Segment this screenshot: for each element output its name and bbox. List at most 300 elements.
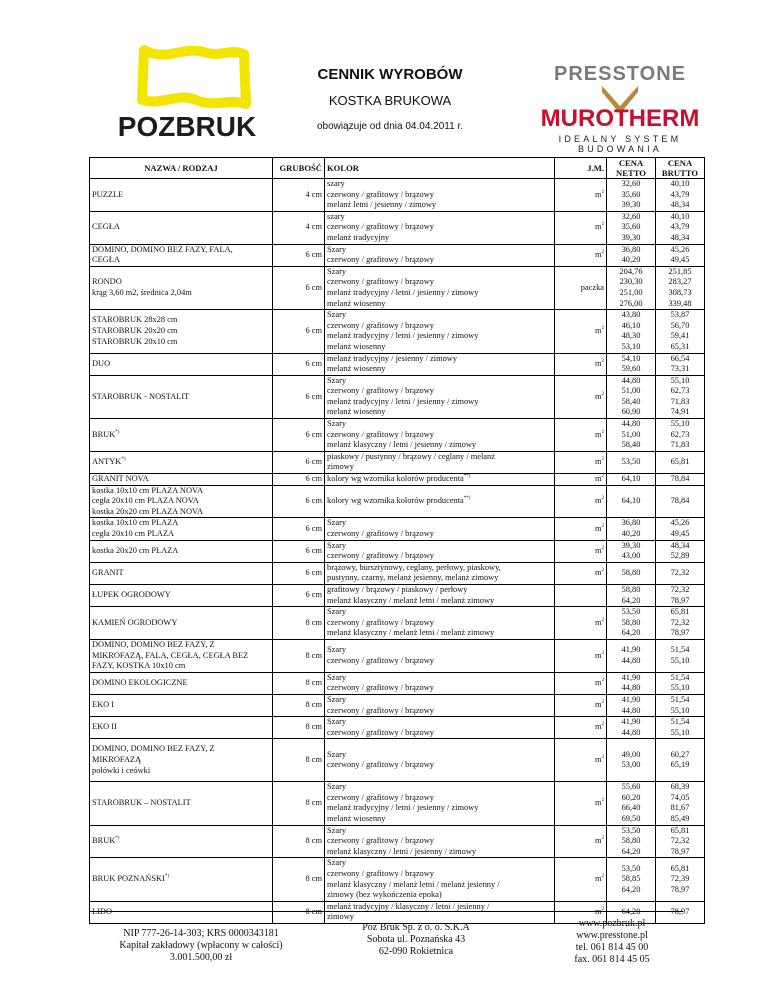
product-name-text: DOMINO EKOLOGICZNE <box>92 678 188 688</box>
product-unit-superscript: 2 <box>601 798 604 804</box>
product-thickness-text: 8 cm <box>305 700 322 710</box>
product-unit <box>555 858 607 901</box>
table-row <box>90 717 705 739</box>
product-color-text: Szary czerwony / grafitowy / brązowy <box>327 518 434 538</box>
product-color-superscript: **) <box>463 474 471 480</box>
product-color-text: melanż tradycyjny / klasyczny / letni / jesienny / zimowy <box>327 901 490 922</box>
pozbruk-logo-mark <box>96 42 278 152</box>
product-unit-text: m <box>594 496 602 506</box>
price-gross <box>656 211 705 244</box>
product-thickness <box>273 825 325 858</box>
product-unit <box>555 717 607 739</box>
product-thickness <box>273 607 325 640</box>
product-thickness-text: 8 cm <box>305 754 322 764</box>
price-net <box>607 518 656 540</box>
product-color-text: Szary czerwony / grafitowy / brązowy <box>327 244 434 265</box>
product-name-text: BRUK <box>92 836 116 846</box>
product-name-text: DOMINO, DOMINO BEZ FAZY, Z MIKROFAZĄ połówki i ceówki <box>92 744 215 775</box>
product-name <box>90 739 273 782</box>
product-thickness <box>273 739 325 782</box>
product-thickness-text: 6 cm <box>305 474 322 484</box>
price-net <box>607 825 656 858</box>
product-color-text: Szary czerwony / grafitowy / brązowy <box>327 717 434 737</box>
product-color-text: szary czerwony / grafitowy / brązowy melanż letni / jesienny / zimowy <box>327 179 437 210</box>
price-net <box>607 639 656 672</box>
product-name <box>90 485 273 518</box>
product-color <box>325 451 555 473</box>
product-color <box>325 584 555 606</box>
product-color-text: kolory wg wzornika kolorów producenta <box>327 496 464 506</box>
product-name <box>90 518 273 540</box>
price-gross <box>656 782 705 825</box>
footer-divider <box>89 911 683 912</box>
product-name-text: BRUK <box>92 429 116 439</box>
product-unit <box>555 518 607 540</box>
product-unit <box>555 375 607 418</box>
table-row <box>90 540 705 562</box>
price-net-text: 54,10 59,60 <box>621 353 641 374</box>
product-unit <box>555 584 607 606</box>
product-name-text: DUO <box>92 358 111 368</box>
price-net <box>607 353 656 375</box>
price-net <box>607 717 656 739</box>
product-unit-text: m <box>594 474 602 484</box>
price-gross <box>656 518 705 540</box>
product-thickness-text: 6 cm <box>305 282 322 292</box>
product-thickness-text: 8 cm <box>305 678 322 688</box>
price-net-text: 204,76 230,30 251,00 276,00 <box>619 266 643 308</box>
product-thickness <box>273 375 325 418</box>
price-net <box>607 474 656 486</box>
presstone-wordmark: PRESSTONE <box>554 63 686 85</box>
price-net-text: 64,20 <box>621 907 641 917</box>
price-gross-text: 45,26 49,45 <box>670 244 690 265</box>
product-thickness-text: 6 cm <box>305 429 322 439</box>
table-row <box>90 739 705 782</box>
product-unit <box>555 353 607 375</box>
product-name <box>90 562 273 584</box>
product-color <box>325 518 555 540</box>
product-color-text: Szary czerwony / grafitowy / brązowy melanż klasyczny / melanż letni / melanż jesienny / zimowy (bez wykończenia epoka) <box>327 858 500 900</box>
product-color <box>325 607 555 640</box>
price-gross <box>656 451 705 473</box>
product-unit-superscript: 2 <box>601 874 604 880</box>
price-gross <box>656 353 705 375</box>
product-unit <box>555 540 607 562</box>
price-gross <box>656 419 705 452</box>
product-thickness-text: 8 cm <box>305 617 322 627</box>
price-net <box>607 584 656 606</box>
price-net-text: 58,80 64,20 <box>621 584 641 605</box>
product-thickness <box>273 419 325 452</box>
product-color <box>325 179 555 212</box>
product-unit-text: m <box>594 358 602 368</box>
price-gross-text: 53,87 56,70 59,41 65,31 <box>670 310 690 351</box>
product-name-text: kostka 10x10 cm PLAZA cegła 20x10 cm PLAZA <box>92 518 179 538</box>
product-unit-superscript: 2 <box>601 429 604 435</box>
product-color-text: Szary czerwony / grafitowy / brązowy melanż tradycyjny / letni / jesienny / zimowy melanż wiosenny <box>327 310 479 351</box>
presstone-murotherm-logo <box>520 60 720 158</box>
product-unit <box>555 179 607 212</box>
price-net-text: 43,80 46,10 48,30 53,10 <box>621 310 641 351</box>
product-unit-text: m <box>594 545 602 555</box>
product-thickness-text: 6 cm <box>305 358 322 368</box>
product-thickness <box>273 451 325 473</box>
product-thickness-text: 6 cm <box>305 496 322 506</box>
price-gross <box>656 639 705 672</box>
product-thickness <box>273 639 325 672</box>
price-net <box>607 672 656 694</box>
product-unit-superscript: 2 <box>601 617 604 623</box>
table-row <box>90 782 705 825</box>
product-unit <box>555 419 607 452</box>
price-gross <box>656 607 705 640</box>
table-row <box>90 694 705 716</box>
product-thickness <box>273 266 325 309</box>
product-unit <box>555 562 607 584</box>
product-unit-text: paczka <box>580 282 604 292</box>
product-unit-superscript: 2 <box>601 545 604 551</box>
product-color-superscript: **) <box>463 496 471 502</box>
product-name-text: DOMINO, DOMINO BEZ FAZY, Z MIKROFAZĄ, FALA, CEGŁA, CEGŁA BEZ FAZY, KOSTKA 10x10 cm <box>92 639 249 671</box>
product-unit-superscript: 2 <box>601 222 604 228</box>
product-unit-superscript: 2 <box>601 189 604 195</box>
murotherm-tagline: IDEALNY SYSTEM BUDOWANIA <box>558 134 682 154</box>
table-row <box>90 474 705 486</box>
product-unit-superscript: 2 <box>601 722 604 728</box>
price-net <box>607 310 656 353</box>
product-thickness <box>273 244 325 266</box>
product-thickness <box>273 310 325 353</box>
col-header-name: NAZWA / RODZAJ <box>90 158 273 179</box>
product-name <box>90 310 273 353</box>
product-name <box>90 858 273 901</box>
table-row <box>90 672 705 694</box>
price-gross <box>656 717 705 739</box>
product-color <box>325 825 555 858</box>
price-net-text: 41,90 44,80 <box>621 717 641 737</box>
product-color-text: Szary czerwony / grafitowy / brązowy melanż klasyczny / melanż letni / melanż zimowy <box>327 607 495 638</box>
product-thickness <box>273 179 325 212</box>
price-net <box>607 485 656 518</box>
product-unit-text: m <box>594 798 602 808</box>
product-color <box>325 375 555 418</box>
product-unit <box>555 739 607 782</box>
product-thickness-text: 8 cm <box>305 722 322 732</box>
price-gross-text: 68,39 74,05 81,67 85,49 <box>670 782 690 824</box>
product-thickness <box>273 672 325 694</box>
product-color <box>325 562 555 584</box>
product-thickness-text: 6 cm <box>305 249 322 259</box>
product-unit-superscript: 2 <box>601 496 604 502</box>
price-gross <box>656 485 705 518</box>
col-header-net: CENA NETTO <box>607 158 656 179</box>
product-color <box>325 474 555 486</box>
table-row <box>90 353 705 375</box>
product-name <box>90 717 273 739</box>
product-name <box>90 211 273 244</box>
price-gross-text: 66,54 73,31 <box>670 353 690 374</box>
page-title: CENNIK WYROBÓW <box>317 66 463 83</box>
product-thickness-text: 6 cm <box>305 391 322 401</box>
product-name-text: CEGŁA <box>92 222 120 232</box>
product-unit-text: m <box>594 700 602 710</box>
table-row <box>90 244 705 266</box>
product-unit <box>555 451 607 473</box>
price-gross-text: 72,32 78,97 <box>670 584 690 605</box>
product-unit-text: m <box>594 457 602 467</box>
product-unit-superscript: 2 <box>601 457 604 463</box>
product-thickness-text: 8 cm <box>305 874 322 884</box>
table-row <box>90 485 705 518</box>
product-color <box>325 419 555 452</box>
product-name-text: STAROBRUK – NOSTALIT <box>92 798 191 808</box>
product-thickness <box>273 540 325 562</box>
product-unit <box>555 694 607 716</box>
product-unit <box>555 211 607 244</box>
product-thickness-text: 8 cm <box>305 907 322 917</box>
product-thickness-text: 6 cm <box>305 545 322 555</box>
table-row <box>90 518 705 540</box>
col-header-unit: J.M. <box>555 158 607 179</box>
table-row <box>90 825 705 858</box>
product-unit-superscript: 2 <box>601 836 604 842</box>
product-color <box>325 485 555 518</box>
price-gross-text: 51,54 55,10 <box>670 672 690 693</box>
product-thickness <box>273 901 325 923</box>
price-gross-text: 65,81 72,32 78,97 <box>670 825 690 856</box>
product-unit-text: m <box>594 249 602 259</box>
product-thickness <box>273 485 325 518</box>
price-net-text: 53,50 58,80 64,20 <box>621 825 641 856</box>
price-net <box>607 739 656 782</box>
product-name <box>90 607 273 640</box>
price-net <box>607 179 656 212</box>
product-name-text: ŁUPEK OGRODOWY <box>92 590 171 600</box>
product-unit <box>555 825 607 858</box>
product-name <box>90 266 273 309</box>
price-gross-text: 55,10 62,73 71,83 74,91 <box>670 375 690 417</box>
product-color <box>325 717 555 739</box>
product-color <box>325 310 555 353</box>
product-name-superscript: *) <box>115 429 120 435</box>
product-unit <box>555 266 607 309</box>
presstone-murotherm-mark <box>520 60 720 130</box>
price-net-text: 55,60 60,20 66,40 69,50 <box>621 782 641 824</box>
product-unit <box>555 474 607 486</box>
product-color <box>325 739 555 782</box>
product-unit-superscript: 2 <box>601 391 604 397</box>
product-name <box>90 419 273 452</box>
product-name-text: EKO II <box>92 722 117 732</box>
table-row <box>90 419 705 452</box>
price-net-text: 41,90 44,80 <box>621 694 641 715</box>
product-name <box>90 353 273 375</box>
product-name <box>90 179 273 212</box>
product-name <box>90 451 273 473</box>
price-net <box>607 694 656 716</box>
product-color-text: Szary czerwony / grafitowy / brązowy melanż tradycyjny / letni / jesienny / zimowy melanż wiosenny <box>327 375 479 417</box>
price-gross <box>656 310 705 353</box>
product-unit-text: m <box>594 754 602 764</box>
table-row <box>90 562 705 584</box>
product-color <box>325 782 555 825</box>
price-net <box>607 858 656 901</box>
product-color <box>325 694 555 716</box>
product-color <box>325 353 555 375</box>
product-name-superscript: *) <box>164 874 169 880</box>
product-name-text: KAMIEŃ OGRODOWY <box>92 617 178 627</box>
product-color <box>325 211 555 244</box>
price-net-text: 53,50 58,80 64,20 <box>621 607 641 638</box>
price-gross <box>656 244 705 266</box>
product-unit-superscript: 2 <box>601 474 604 480</box>
product-name <box>90 474 273 486</box>
product-name <box>90 375 273 418</box>
product-unit-text: m <box>594 907 602 917</box>
price-gross-text: 40,10 43,79 48,34 <box>670 179 690 210</box>
product-unit-text: m <box>594 189 602 199</box>
col-header-thickness: GRUBOŚĆ <box>273 158 325 179</box>
price-net <box>607 562 656 584</box>
product-unit <box>555 782 607 825</box>
product-unit-text: m <box>594 429 602 439</box>
product-unit-text: m <box>594 836 602 846</box>
product-unit-text: m <box>594 391 602 401</box>
product-thickness <box>273 584 325 606</box>
product-color-text: Szary czerwony / grafitowy / brązowy <box>327 540 434 561</box>
product-unit-superscript: 2 <box>601 358 604 364</box>
product-name-text: DOMINO, DOMINO BEZ FAZY, FALA, CEGŁA <box>92 244 233 265</box>
product-unit-superscript: 2 <box>601 249 604 255</box>
product-color <box>325 901 555 923</box>
price-gross-text: 78,97 <box>670 907 690 917</box>
price-gross <box>656 540 705 562</box>
pozbruk-logo <box>96 42 278 152</box>
product-thickness <box>273 211 325 244</box>
price-net-text: 58,80 <box>621 568 641 578</box>
price-gross-text: 78,84 <box>670 496 690 506</box>
product-unit <box>555 672 607 694</box>
product-color-text: Szary czerwony / grafitowy / brązowy <box>327 645 434 665</box>
price-net-text: 41,90 44,80 <box>621 645 641 665</box>
price-gross-text: 51,54 55,10 <box>670 694 690 715</box>
product-unit-text: m <box>594 326 602 336</box>
price-gross-text: 251,85 283,27 308,73 339,48 <box>668 266 692 308</box>
product-unit-superscript: 2 <box>601 568 604 574</box>
price-net-text: 53,50 <box>621 457 641 467</box>
product-color-text: melanż tradycyjny / jesienny / zimowy melanż wiosenny <box>327 353 458 374</box>
product-color-text: piaskowy / pustynny / brązowy / ceglany / melanż zimowy <box>327 451 495 472</box>
product-color-text: Szary czerwony / grafitowy / brązowy melanż tradycyjny / letni / jesienny / zimowy melanż wiosenny <box>327 266 479 308</box>
table-row <box>90 310 705 353</box>
col-header-gross: CENA BRUTTO <box>656 158 705 179</box>
product-name-text: kostka 20x20 cm PLAZA <box>92 545 179 555</box>
price-gross-text: 45,26 49,45 <box>670 518 690 538</box>
product-unit-superscript: 2 <box>601 523 604 529</box>
product-unit-superscript: 2 <box>601 907 604 913</box>
product-unit-superscript: 2 <box>601 650 604 656</box>
footer-company-ids: NIP 777-26-14-303; KRS 0000343181 Kapitał zakładowy (wpłacony w całości) 3.001.500,00 zł <box>119 928 283 963</box>
product-thickness-text: 4 cm <box>305 222 322 232</box>
product-name-text: STAROBRUK 28x28 cm STAROBRUK 20x20 cm STAROBRUK 20x10 cm <box>92 315 178 346</box>
product-name-text: kostka 10x10 cm PLAZA NOVA cegła 20x10 cm PLAZA NOVA kostka 20x20 cm PLAZA NOVA <box>92 485 204 516</box>
price-net <box>607 540 656 562</box>
price-gross-text: 65,81 72,39 78,97 <box>670 863 690 894</box>
price-net <box>607 266 656 309</box>
product-name <box>90 639 273 672</box>
product-name <box>90 825 273 858</box>
product-color-text: Szary czerwony / grafitowy / brązowy melanż klasyczny / letni / jesienny / zimowy <box>327 419 477 450</box>
product-color <box>325 540 555 562</box>
product-color-text: Szary czerwony / grafitowy / brązowy <box>327 672 434 693</box>
product-unit-superscript: 2 <box>601 326 604 332</box>
product-name <box>90 782 273 825</box>
price-net-text: 64,10 <box>621 474 641 484</box>
product-color <box>325 266 555 309</box>
table-header-row <box>90 158 705 179</box>
price-net-text: 36,80 40,20 <box>621 518 641 538</box>
table-row <box>90 639 705 672</box>
product-thickness-text: 8 cm <box>305 798 322 808</box>
product-name <box>90 244 273 266</box>
price-net-text: 49,00 53,00 <box>621 749 641 770</box>
product-name-text: BRUK POZNAŃSKI <box>92 874 165 884</box>
price-net-text: 36,80 40,20 <box>621 244 641 265</box>
price-gross <box>656 266 705 309</box>
product-unit <box>555 607 607 640</box>
price-net <box>607 419 656 452</box>
price-gross <box>656 584 705 606</box>
product-unit-text: m <box>594 722 602 732</box>
product-thickness-text: 6 cm <box>305 590 322 600</box>
product-name <box>90 694 273 716</box>
product-unit <box>555 310 607 353</box>
product-thickness <box>273 474 325 486</box>
price-net-text: 64,10 <box>621 496 641 506</box>
price-gross <box>656 825 705 858</box>
product-color-text: Szary czerwony / grafitowy / brązowy <box>327 749 434 770</box>
price-net <box>607 211 656 244</box>
price-gross <box>656 179 705 212</box>
product-thickness-text: 6 cm <box>305 523 322 533</box>
price-gross <box>656 694 705 716</box>
price-gross <box>656 375 705 418</box>
price-gross-text: 65,81 72,32 78,97 <box>670 607 690 638</box>
product-color-text: kolory wg wzornika kolorów producenta <box>327 474 464 484</box>
product-unit-text: m <box>594 222 602 232</box>
price-net-text: 39,30 43,00 <box>621 540 641 561</box>
product-color-text: szary czerwony / grafitowy / brązowy melanż tradycyjny <box>327 211 434 242</box>
product-name-text: LIDO <box>92 907 113 917</box>
product-unit-text: m <box>594 523 602 533</box>
table-row <box>90 266 705 309</box>
product-name-superscript: *) <box>115 836 120 842</box>
product-name <box>90 540 273 562</box>
product-color <box>325 244 555 266</box>
product-unit-text: m <box>594 650 602 660</box>
footer-contact: www.pozbruk.pl www.presstone.pl tel. 061 814 45 00 fax. 061 814 45 05 <box>574 918 650 965</box>
price-gross-text: 78,84 <box>670 474 690 484</box>
price-net <box>607 244 656 266</box>
table-row <box>90 179 705 212</box>
pozbruk-wordmark: POZBRUK <box>117 111 257 142</box>
product-color-text: Szary czerwony / grafitowy / brązowy melanż tradycyjny / letni / jesienny / zimowy melanż wiosenny <box>327 782 479 824</box>
product-unit-superscript: 2 <box>601 700 604 706</box>
price-gross-text: 51,54 55,10 <box>670 645 690 665</box>
price-gross-text: 65,81 <box>670 457 690 467</box>
product-name-text: PUZZLE <box>92 189 124 199</box>
